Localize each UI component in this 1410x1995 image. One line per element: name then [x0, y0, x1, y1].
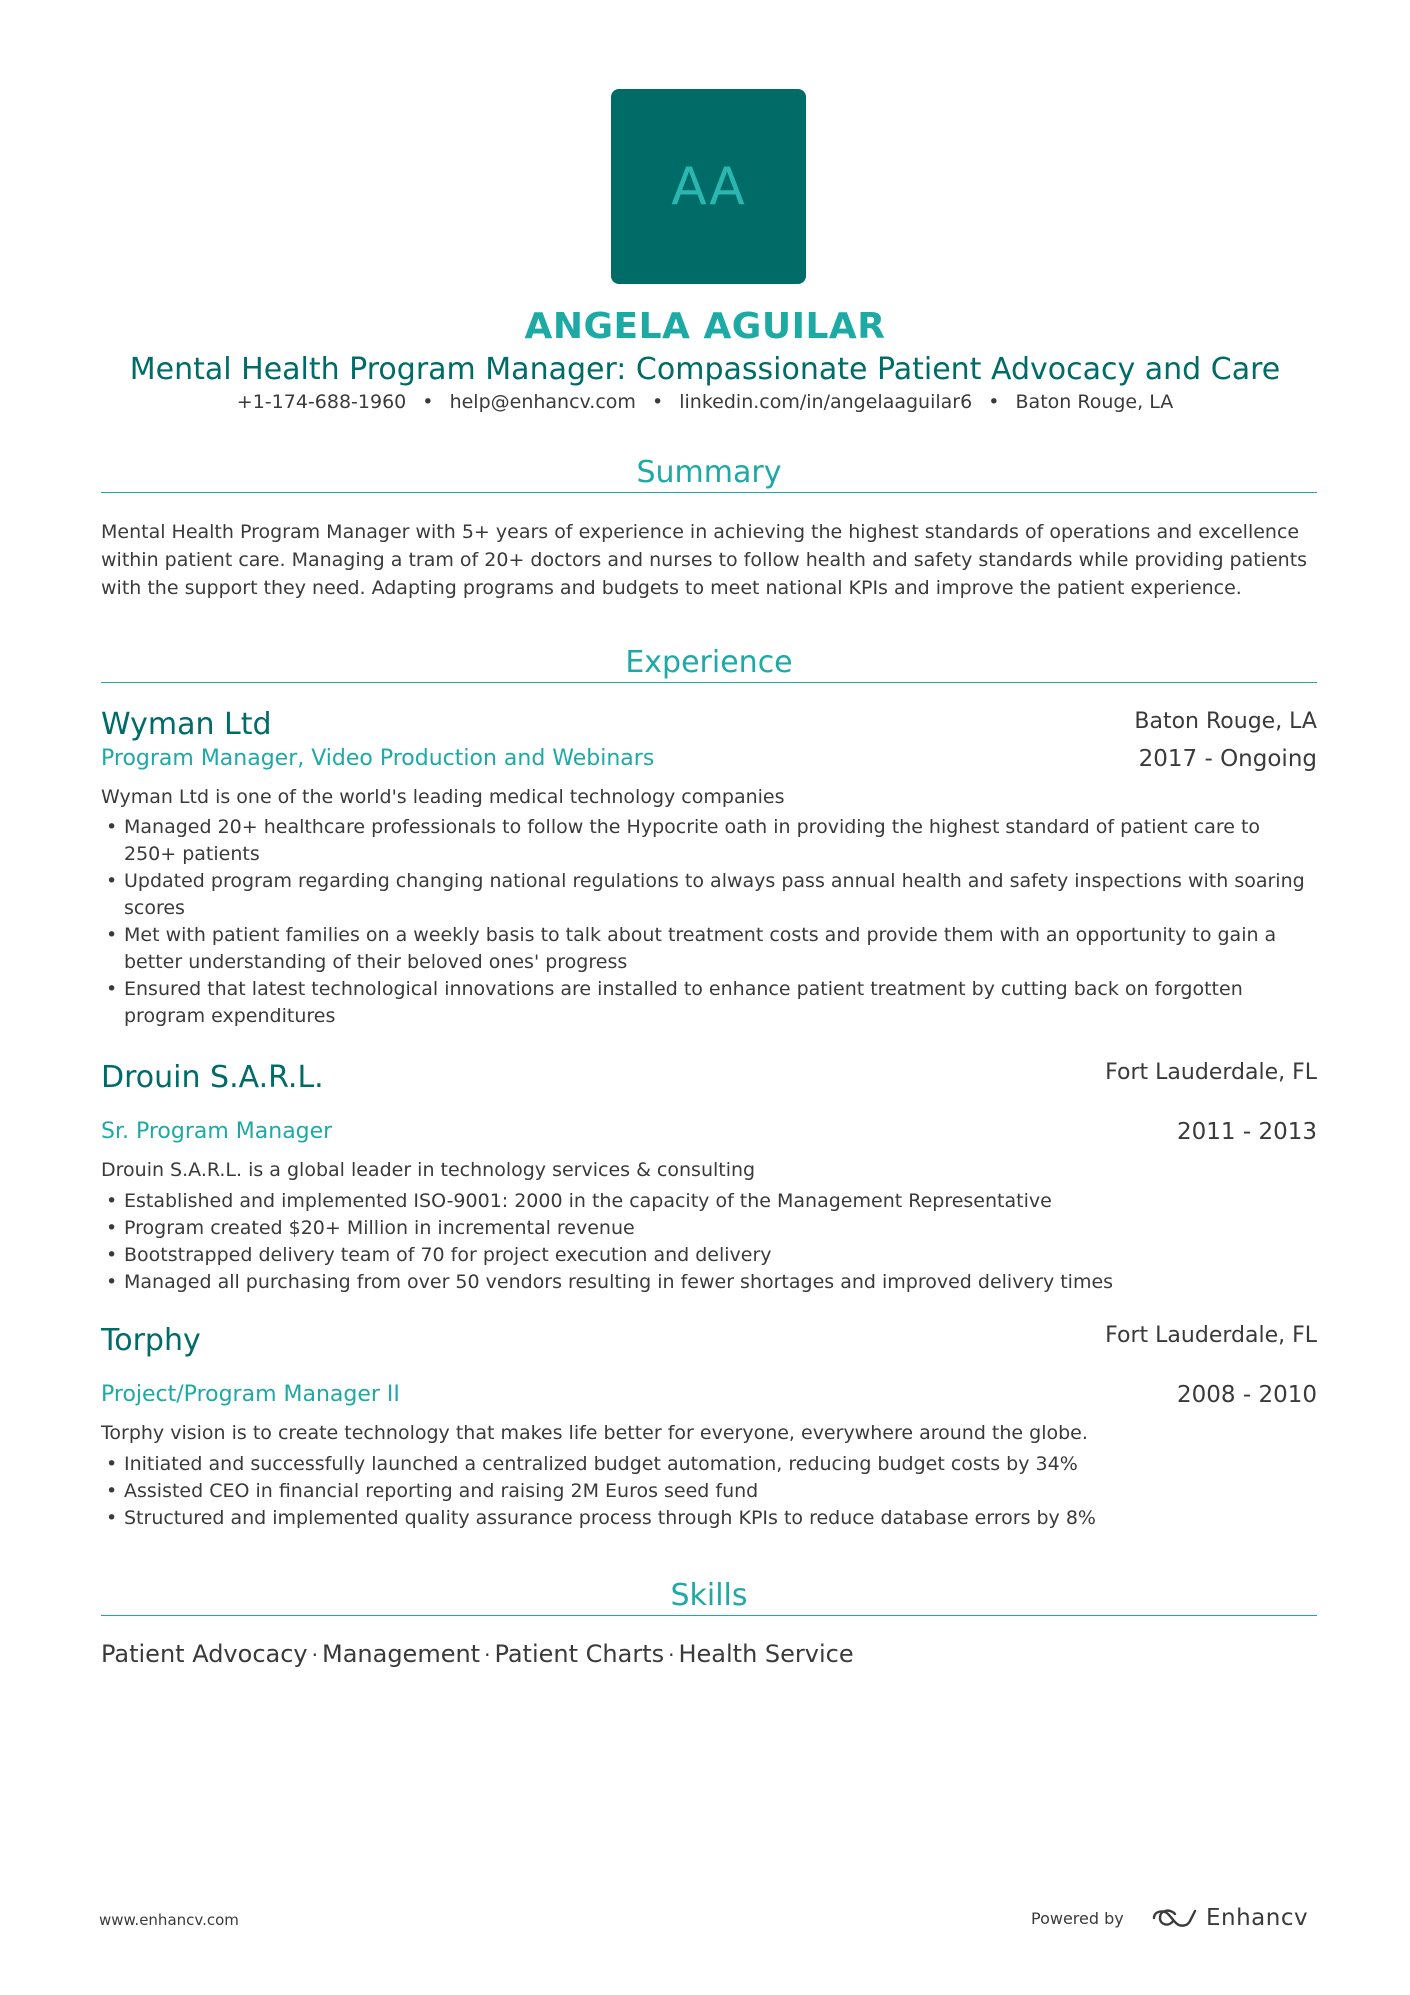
summary-text: Mental Health Program Manager with 5+ years of experience in achieving the highest standards of operations and excellence within patient care. Managing a tram of 20+ doctors and nurses to follow health and safety standards while providing patients with the support they need. Adapting programs and budgets to meet national KPIs and improve the patient experience.: [101, 521, 1308, 599]
candidate-title: Mental Health Program Manager: Compassionate Patient Advocacy and Care: [129, 352, 1281, 387]
powered-by-label: Powered by: [1031, 1909, 1124, 1928]
job-description: Wyman Ltd is one of the world's leading medical technology companies: [101, 786, 785, 808]
avatar-initials: AA: [671, 156, 746, 217]
candidate-name: ANGELA AGUILAR: [524, 306, 886, 347]
enhancv-logo-icon: [1152, 1906, 1198, 1930]
job-location: Fort Lauderdale, FL: [1105, 1060, 1317, 1085]
job-bullet: • Assisted CEO in financial reporting and raising 2M Euros seed fund: [101, 1478, 1317, 1505]
skill-item: Health Service: [678, 1640, 854, 1668]
skills-heading: Skills: [101, 1578, 1317, 1616]
contact-linkedin[interactable]: linkedin.com/in/angelaaguilar6: [679, 391, 973, 413]
skills-list: [101, 1640, 854, 1668]
job-bullets: [101, 814, 1317, 1030]
job-location: Fort Lauderdale, FL: [1105, 1323, 1317, 1348]
job-company: Torphy: [101, 1323, 201, 1358]
job-bullets: [101, 1188, 1317, 1296]
job-bullet: • Program created $20+ Million in incremental revenue: [101, 1215, 1317, 1242]
job-description: Torphy vision is to create technology that makes life better for everyone, everywhere around the globe.: [101, 1422, 1088, 1444]
contact-email[interactable]: help@enhancv.com: [449, 391, 636, 413]
job-bullets: [101, 1451, 1317, 1532]
job-location: Baton Rouge, LA: [1134, 709, 1317, 734]
contact-line: [0, 391, 1410, 413]
job-bullet: • Managed all purchasing from over 50 vendors resulting in fewer shortages and improved delivery times: [101, 1269, 1317, 1296]
skill-separator: ·: [484, 1643, 491, 1667]
avatar: [611, 89, 806, 284]
contact-separator: •: [422, 391, 434, 413]
job-role: Sr. Program Manager: [101, 1119, 333, 1144]
job-company: Wyman Ltd: [101, 707, 272, 742]
job-bullet: • Ensured that latest technological innovations are installed to enhance patient treatment by cutting back on forgotten program expenditures: [101, 976, 1317, 1030]
job-role: Program Manager, Video Production and Webinars: [101, 746, 655, 771]
footer-url[interactable]: www.enhancv.com: [99, 1911, 239, 1929]
skill-item: Management: [321, 1640, 481, 1668]
skill-separator: ·: [668, 1643, 675, 1667]
skill-item: Patient Charts: [494, 1640, 665, 1668]
job-bullet: • Initiated and successfully launched a centralized budget automation, reducing budget costs by 34%: [101, 1451, 1317, 1478]
contact-separator: •: [651, 391, 664, 413]
summary-heading: Summary: [101, 455, 1317, 493]
contact-location: Baton Rouge, LA: [1015, 391, 1174, 413]
contact-phone[interactable]: +1-174-688-1960: [236, 391, 407, 413]
brand-logo[interactable]: [1152, 1898, 1308, 1938]
job-role: Project/Program Manager II: [101, 1382, 400, 1407]
job-bullet: • Updated program regarding changing national regulations to always pass annual health and safety inspections with soaring scores: [101, 868, 1317, 922]
experience-heading: Experience: [101, 645, 1317, 683]
job-bullet: • Met with patient families on a weekly basis to talk about treatment costs and provide them with an opportunity to gain a better understanding of their beloved ones' progress: [101, 922, 1317, 976]
job-description: Drouin S.A.R.L. is a global leader in technology services & consulting: [101, 1159, 756, 1181]
skill-separator: ·: [311, 1643, 318, 1667]
job-dates: 2017 - Ongoing: [1138, 746, 1317, 772]
job-bullet: • Bootstrapped delivery team of 70 for project execution and delivery: [101, 1242, 1317, 1269]
skill-item: Patient Advocacy: [101, 1640, 308, 1668]
job-bullet: • Managed 20+ healthcare professionals to follow the Hypocrite oath in providing the highest standard of patient care to 250+ patients: [101, 814, 1317, 868]
job-dates: 2011 - 2013: [1177, 1119, 1317, 1145]
job-bullet: • Structured and implemented quality assurance process through KPIs to reduce database errors by 8%: [101, 1505, 1317, 1532]
job-dates: 2008 - 2010: [1177, 1382, 1317, 1408]
contact-separator: •: [988, 391, 1000, 413]
brand-name: Enhancv: [1206, 1905, 1309, 1931]
job-company: Drouin S.A.R.L.: [101, 1060, 324, 1095]
job-bullet: • Established and implemented ISO-9001: 2000 in the capacity of the Management Representative: [101, 1188, 1317, 1215]
